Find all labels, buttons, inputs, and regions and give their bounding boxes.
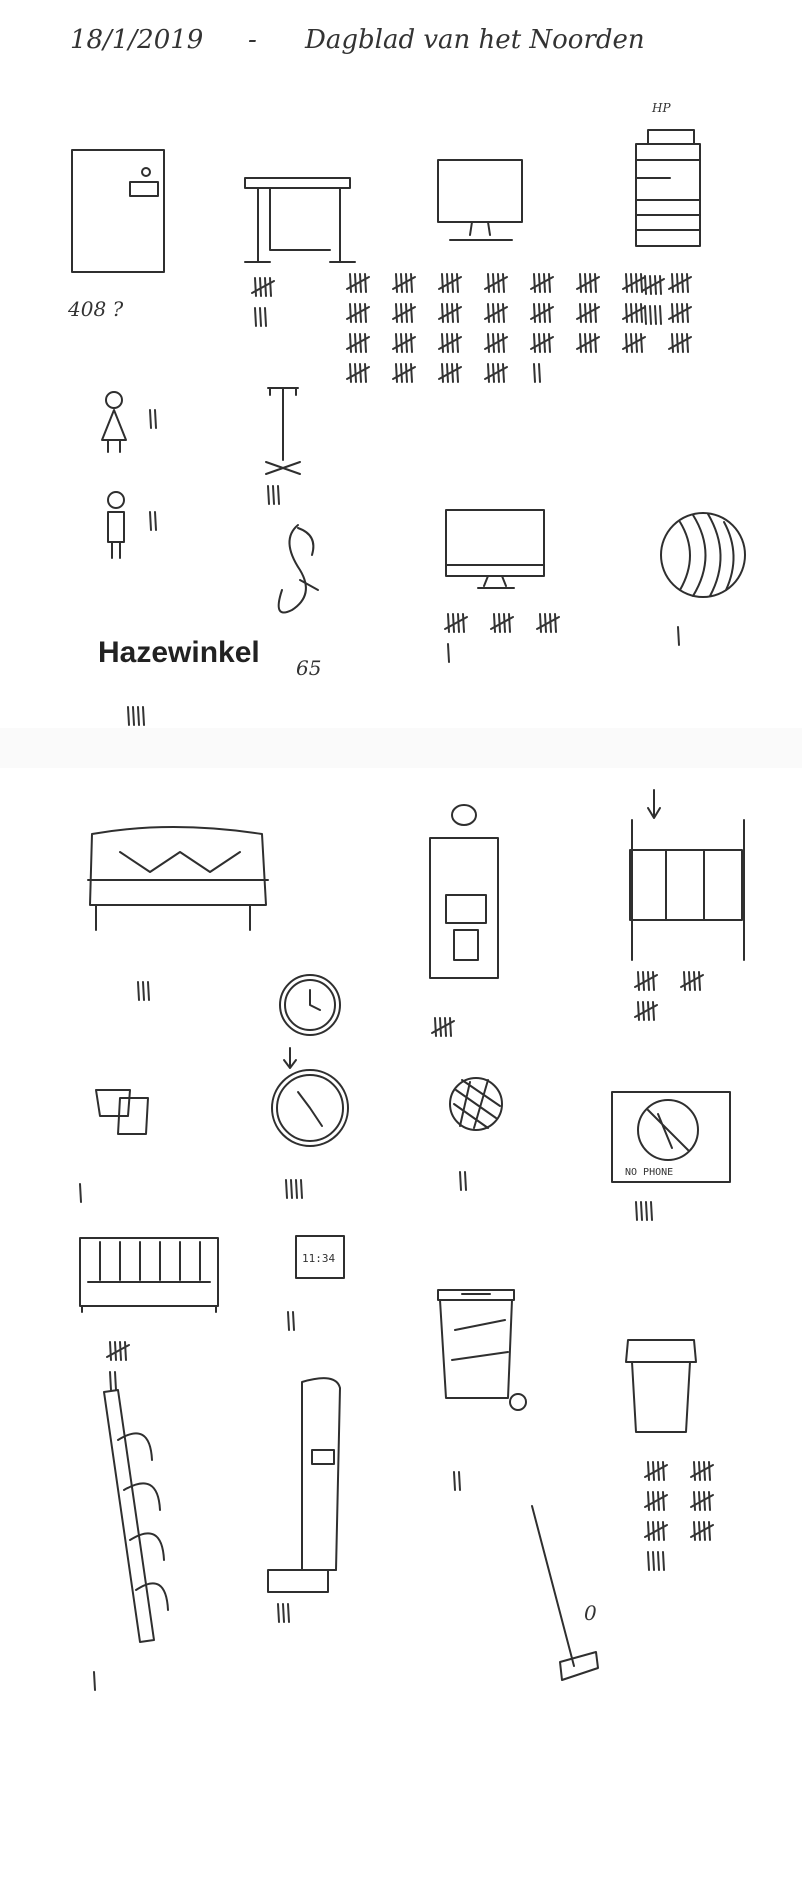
printer-icon [636,130,700,246]
tally-stroke [452,334,453,352]
tally-stroke [411,304,412,322]
tally-stroke [650,276,651,294]
chairs-tally [80,1184,81,1202]
tally-stroke [450,1018,451,1036]
tally-stroke [534,334,535,352]
tally-stroke [435,1018,436,1036]
tally-stroke [448,644,449,662]
tally-stroke [440,1018,441,1036]
tally-stroke [452,304,453,322]
tally-stroke [155,410,156,428]
tally-stroke [265,308,266,326]
tally-stroke [260,278,261,296]
tally-stroke [643,1002,644,1020]
brochure-rack-icon [104,1390,168,1642]
tally-stroke [631,274,632,292]
tally-stroke [699,972,700,990]
tally-stroke [699,1462,700,1480]
tally-stroke [120,1342,121,1360]
sofa-tally [138,982,149,1000]
digital-clock-display: 11:34 [302,1252,336,1265]
tally-stroke [643,972,644,990]
no-phone-sign-tally [636,1202,652,1220]
tally-stroke [595,274,596,292]
tally-stroke [365,334,366,352]
monitor-icon [438,160,522,240]
tally-stroke [699,1492,700,1510]
tally-stroke [648,972,649,990]
tally-stroke [636,1202,637,1220]
tally-stroke [641,304,642,322]
tally-stroke [658,1552,659,1570]
tally-stroke [653,1522,654,1540]
hatched-ball-tally [460,1172,466,1190]
tally-stroke [638,1002,639,1020]
tally-stroke [636,274,637,292]
tally-stroke [694,1492,695,1510]
coat-stand-tally [268,486,279,504]
tally-stroke [268,486,269,504]
tally-stroke [509,614,510,632]
tally-stroke [493,304,494,322]
tally-stroke [288,1604,289,1622]
tally-stroke [709,1462,710,1480]
wheeled-bin-tally [454,1472,460,1490]
tally-stroke [709,1522,710,1540]
tally-stroke [265,278,266,296]
tally-stroke [626,304,627,322]
tally-stroke [150,410,151,428]
exercise-ball-tally [678,627,679,645]
tally-stroke [648,1552,649,1570]
tally-stroke [360,364,361,382]
tally-stroke [590,274,591,292]
tally-stroke [301,1180,302,1198]
tally-stroke [585,304,586,322]
tally-stroke [678,627,679,645]
tally-stroke [682,304,683,322]
tally-stroke [459,1472,460,1490]
tally-stroke [288,1312,289,1330]
tally-stroke [580,274,581,292]
tally-stroke [150,512,151,530]
coat-stand-icon [266,388,300,474]
mop-count: 0 [584,1601,597,1625]
tally-stroke [278,1604,279,1622]
tally-stroke [660,276,661,294]
tally-stroke [458,614,459,632]
tally-stroke [641,1202,642,1220]
tally-stroke [694,972,695,990]
tally-stroke [396,364,397,382]
tally-stroke [488,304,489,322]
tally-stroke [143,982,144,1000]
tally-stroke [128,707,129,725]
no-phone-sign-caption: NO PHONE [625,1167,674,1178]
tally-stroke [442,364,443,382]
tally-stroke [255,278,256,296]
tally-stroke [498,334,499,352]
tally-stroke [350,364,351,382]
tally-stroke [115,1342,116,1360]
tally-stroke [660,306,661,324]
tally-stroke [406,364,407,382]
tally-stroke [650,306,651,324]
tally-stroke [401,274,402,292]
tally-stroke [534,304,535,322]
tally-stroke [360,304,361,322]
tally-stroke [442,304,443,322]
tally-stroke [636,304,637,322]
tally-stroke [648,1462,649,1480]
tally-stroke [465,1172,466,1190]
tally-stroke [694,1462,695,1480]
tally-stroke [646,1202,647,1220]
tally-stroke [699,1522,700,1540]
tally-stroke [110,1342,111,1360]
tally-stroke [694,1522,695,1540]
man-tally [150,512,156,530]
coffee-machine-icon [430,805,498,978]
bench-tally [107,1342,129,1390]
tally-stroke [493,364,494,382]
door-icon [72,150,164,272]
tally-stroke [355,304,356,322]
tally-stroke [687,304,688,322]
waste-bin-icon [626,1340,696,1432]
lockers-tally [635,972,703,1020]
tally-stroke [544,304,545,322]
tally-stroke [550,614,551,632]
tally-stroke [110,1372,111,1390]
clock-arrow-tally [286,1180,302,1198]
tally-stroke [155,512,156,530]
tally-stroke [365,304,366,322]
mop-icon [532,1506,598,1680]
tally-stroke [687,334,688,352]
tally-stroke [143,707,144,725]
door-label: 408 ? [68,297,124,321]
tally-stroke [94,1672,95,1690]
waste-bin-tally [645,1462,713,1570]
tally-stroke [641,274,642,292]
tally-stroke [677,274,678,292]
tally-stroke [447,334,448,352]
tally-stroke [350,274,351,292]
tally-stroke [539,364,540,382]
hazewinkel-tally [128,707,144,725]
tally-stroke [672,334,673,352]
tally-stroke [293,1312,294,1330]
tally-stroke [350,334,351,352]
tally-stroke [534,274,535,292]
tally-stroke [488,334,489,352]
tally-stroke [115,1372,116,1390]
tally-stroke [365,364,366,382]
tally-stroke [296,1180,297,1198]
tally-stroke [585,274,586,292]
brochure-rack-tally [94,1672,95,1690]
imac-tally [445,614,559,662]
tally-stroke [457,274,458,292]
tally-stroke [125,1342,126,1360]
tally-stroke [457,364,458,382]
tally-stroke [291,1180,292,1198]
tally-stroke [447,364,448,382]
tally-stroke [684,972,685,990]
tally-stroke [488,274,489,292]
tally-stroke [493,274,494,292]
imac-icon [446,510,544,588]
tally-stroke [503,274,504,292]
tally-stroke [539,304,540,322]
woman-icon [102,392,126,452]
tally-stroke [549,334,550,352]
tally-stroke [626,274,627,292]
table-tally [252,278,274,326]
tally-stroke [401,364,402,382]
tally-stroke [442,334,443,352]
tally-stroke [360,274,361,292]
tally-stroke [445,1018,446,1036]
tally-stroke [454,1472,455,1490]
tally-stroke [682,274,683,292]
tally-stroke [355,274,356,292]
tally-stroke [148,982,149,1000]
bench-icon [80,1238,218,1312]
hook-count: 65 [296,656,322,680]
tally-stroke [555,614,556,632]
tally-stroke [580,334,581,352]
printer-tally [642,276,664,324]
tally-stroke [626,334,627,352]
tally-stroke [499,614,500,632]
clock-icon [280,975,340,1035]
tally-stroke [534,364,535,382]
tally-stroke [453,614,454,632]
tally-stroke [365,274,366,292]
man-icon [108,492,124,558]
header-title: Dagblad van het Noorden [305,25,645,55]
tally-stroke [463,614,464,632]
wheeled-bin-icon [438,1290,526,1410]
tally-stroke [540,614,541,632]
tally-stroke [270,278,271,296]
tally-stroke [442,274,443,292]
tally-stroke [663,1552,664,1570]
tally-stroke [488,364,489,382]
tally-stroke [653,972,654,990]
tally-stroke [595,304,596,322]
tally-stroke [452,274,453,292]
tally-stroke [648,1522,649,1540]
tally-stroke [641,334,642,352]
tally-stroke [653,1552,654,1570]
clock-arrow-icon [272,1048,348,1146]
tally-stroke [549,304,550,322]
tally-stroke [645,276,646,294]
tally-stroke [498,274,499,292]
tally-stroke [539,334,540,352]
tally-stroke [585,334,586,352]
tally-stroke [278,486,279,504]
tally-stroke [396,334,397,352]
tally-stroke [590,304,591,322]
tally-stroke [658,1522,659,1540]
lockers-icon [630,790,744,960]
tally-stroke [704,1462,705,1480]
tally-stroke [283,1604,284,1622]
tally-stroke [595,334,596,352]
tally-stroke [396,304,397,322]
tally-stroke [355,334,356,352]
tally-stroke [682,334,683,352]
coffee-machine-tally [432,1018,454,1036]
tally-stroke [138,982,139,1000]
tally-stroke [545,614,546,632]
header-dash: - [248,25,257,55]
tally-stroke [655,276,656,294]
tally-stroke [580,304,581,322]
page-gap [0,728,802,768]
tally-stroke [704,1522,705,1540]
monitor-tally [347,274,691,382]
tally-stroke [658,1462,659,1480]
sofa-icon [88,827,268,930]
tally-stroke [549,274,550,292]
hatched-ball-icon [450,1078,502,1130]
tally-stroke [503,304,504,322]
tally-stroke [663,1462,664,1480]
tally-stroke [406,304,407,322]
tally-stroke [503,334,504,352]
tally-stroke [494,614,495,632]
tally-stroke [138,707,139,725]
header-date: 18/1/2019 [70,25,204,55]
tally-stroke [648,1002,649,1020]
tally-stroke [447,274,448,292]
chairs-icon [96,1090,148,1134]
tally-stroke [645,306,646,324]
tally-stroke [460,1172,461,1190]
tally-stroke [411,334,412,352]
tally-stroke [406,334,407,352]
tally-stroke [355,364,356,382]
tally-stroke [590,334,591,352]
tally-stroke [498,304,499,322]
digital-clock-tally [288,1312,294,1330]
tally-stroke [663,1522,664,1540]
tally-stroke [631,334,632,352]
tally-stroke [452,364,453,382]
tally-stroke [687,274,688,292]
tally-stroke [653,1002,654,1020]
tally-stroke [457,334,458,352]
tally-stroke [539,274,540,292]
tally-stroke [689,972,690,990]
tally-stroke [672,304,673,322]
tally-stroke [448,614,449,632]
tally-stroke [411,364,412,382]
tally-stroke [663,1492,664,1510]
beach-flag-tally [278,1604,289,1622]
tally-stroke [406,274,407,292]
tally-stroke [653,1492,654,1510]
beach-flag-icon [268,1378,340,1592]
tally-stroke [653,1462,654,1480]
tally-stroke [655,306,656,324]
tally-stroke [401,304,402,322]
hook-icon [279,525,318,613]
tally-stroke [503,364,504,382]
tally-stroke [273,486,274,504]
tally-stroke [255,308,256,326]
tally-stroke [411,274,412,292]
tally-stroke [80,1184,81,1202]
tally-stroke [658,1492,659,1510]
tally-stroke [493,334,494,352]
tally-stroke [504,614,505,632]
tally-stroke [544,334,545,352]
tally-stroke [260,308,261,326]
tally-stroke [286,1180,287,1198]
exercise-ball-icon [661,513,745,597]
tally-stroke [401,334,402,352]
tally-stroke [636,334,637,352]
tally-stroke [631,304,632,322]
tally-stroke [133,707,134,725]
tally-stroke [544,274,545,292]
woman-tally [150,410,156,428]
tally-stroke [360,334,361,352]
tally-stroke [709,1492,710,1510]
tally-stroke [672,274,673,292]
tally-stroke [677,304,678,322]
tally-stroke [457,304,458,322]
table-icon [245,178,355,262]
tally-stroke [677,334,678,352]
tally-stroke [447,304,448,322]
tally-stroke [638,972,639,990]
tally-stroke [704,1492,705,1510]
tally-stroke [350,304,351,322]
tally-stroke [648,1492,649,1510]
tally-stroke [498,364,499,382]
tally-stroke [396,274,397,292]
hazewinkel-wordmark: Hazewinkel [98,636,260,669]
printer-brand: HP [652,101,671,115]
tally-stroke [651,1202,652,1220]
